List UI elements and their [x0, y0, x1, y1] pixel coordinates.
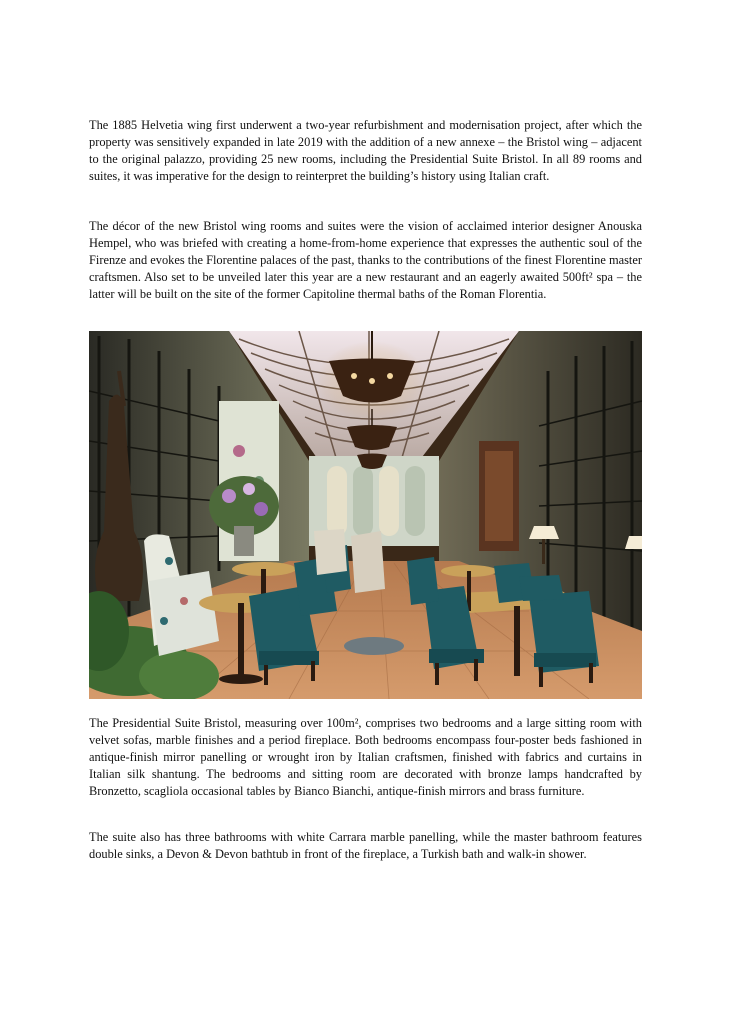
- paragraph-bristol-wing-decor: The décor of the new Bristol wing rooms and suites were the vision of acclaimed interior designer Anouska Hempel, who was briefed with creating a home-from-home experience that expresses the authentic soul of the Firenze and evokes the Florentine palaces of the past, thanks to the contributions of the finest Florentine master craftsmen. Also set to be unveiled later this year are a new restaurant and an eagerly awaited 500ft² spa – the latter will be built on the site of the former Capitoline thermal baths of the Roman Florentia.: [89, 219, 642, 301]
- paragraph-presidential-suite: The Presidential Suite Bristol, measuring over 100m², comprises two bedrooms and a large sitting room with velvet sofas, marble finishes and a period fireplace. Both bedrooms encompass four-poster beds fashioned in antique-finish mirror panelling or wrought iron by Italian craftsmen, finished with fabrics and curtains in Italian silk shantung. The bedrooms and sitting room are decorated with bronze lamps handcrafted by Bronzetto, scagliola occasional tables by Bianco Bianchi, antique-finish mirrors and brass furniture.: [89, 716, 642, 798]
- paragraph-bathrooms: The suite also has three bathrooms with white Carrara marble panelling, while the master bathroom features double sinks, a Devon & Devon bathtub in front of the fireplace, a Turkish bath and walk-in shower.: [89, 830, 642, 861]
- restaurant-interior-photo: [89, 331, 642, 699]
- paragraph-helvetia-wing: The 1885 Helvetia wing first underwent a two-year refurbishment and modernisation project, after which the property was sensitively expanded in late 2019 with the addition of a new annexe – the Bristol wing – adjacent to the original palazzo, providing 25 new rooms, including the Presidential Suite Bristol. In all 89 rooms and suites, it was imperative for the design to reinterpret the building’s history using Italian craft.: [89, 118, 642, 183]
